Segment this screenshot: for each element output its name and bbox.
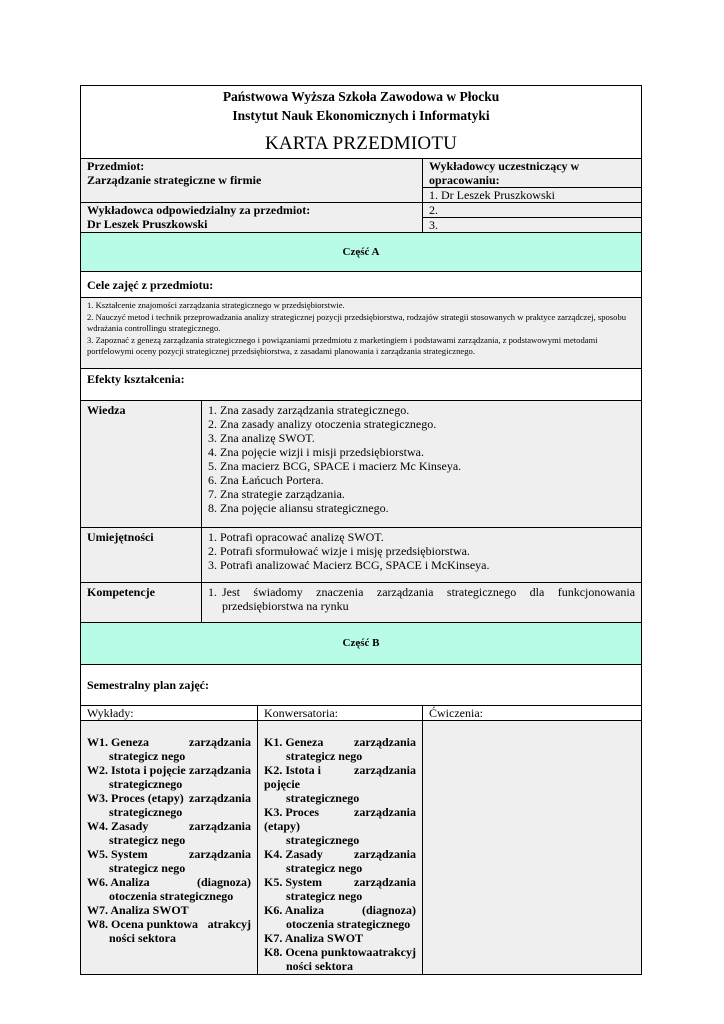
page-title: KARTA PRZEDMIOTU (264, 133, 458, 154)
plan-label: Semestralny plan zajęć: (81, 664, 642, 705)
competence-text: Jest świadomy znaczenia zarządzania strategicznego dla funkcjonowania przedsiębiorstwa na rynku (222, 584, 636, 613)
course-card (80, 85, 641, 975)
knowledge-label: Wiedza (81, 400, 202, 527)
lecture-item: W7. Analiza SWOT (87, 902, 189, 917)
skills-item: 3. Potrafi analizować Macierz BCG, SPACE i McKinseya. (208, 557, 490, 572)
competence-label: Kompetencje (81, 582, 202, 622)
co-lecturer-1: 1. Dr Leszek Pruszkowski (423, 188, 642, 203)
conversatory-item: K1. Geneza zarządzania strategicz nego (264, 734, 416, 763)
part-b-heading: Część B (81, 622, 642, 664)
lecture-item: W8. Ocena punktowa atrakcyj ności sektora (87, 916, 251, 945)
document-header (81, 86, 642, 159)
lecture-item: W4. Zasady zarządzania strategicz nego (87, 818, 251, 847)
knowledge-item: 6. Zna Łańcuch Portera. (208, 472, 324, 487)
knowledge-list (202, 400, 642, 527)
lecture-item: W3. Proces (etapy) zarządzania strategicznego (87, 790, 251, 819)
subject-name: Zarządzanie strategiczne w firmie (87, 173, 262, 187)
exercises-header: Ćwiczenia: (423, 705, 642, 720)
goal-item: 1. Kształcenie znajomości zarządzania strategicznego w przedsiębiorstwie. (87, 300, 345, 310)
lecture-item: W6. Analiza (diagnoza) otoczenia strategicznego (87, 874, 251, 903)
skills-item: 1. Potrafi opracować analizę SWOT. (208, 529, 384, 544)
effects-label: Efekty kształcenia: (81, 368, 642, 400)
competence-number: 1. (208, 584, 217, 599)
lectures-header: Wykłady: (81, 705, 258, 720)
skills-item: 2. Potrafi sformułować wizje i misję przedsiębiorstwa. (208, 543, 470, 558)
knowledge-item: 2. Zna zasady analizy otoczenia strategicznego. (208, 416, 437, 431)
conversatory-item: K8. Ocena punktowa atrakcyj ności sektora (264, 944, 416, 973)
goal-item: 2. Nauczyć metod i technik przeprowadzania analizy strategicznej pozycji przedsiębiorstwa, rodzajów strategii stosowanych w praktyce zarządczej, sposobu wdrażania controllingu strategicznego. (87, 311, 627, 334)
conversatory-item: K7. Analiza SWOT (264, 930, 364, 945)
conversatory-item: K4. Zasady zarządzania strategicz nego (264, 846, 416, 875)
exercises-list (423, 720, 642, 974)
conversatories-header: Konwersatoria: (258, 705, 423, 720)
goals-list (81, 298, 642, 369)
competence-cell (202, 582, 642, 622)
lecturer-name: Dr Leszek Pruszkowski (87, 217, 208, 231)
part-a-heading: Część A (81, 233, 642, 272)
knowledge-item: 1. Zna zasady zarządzania strategicznego. (208, 402, 410, 417)
knowledge-item: 5. Zna macierz BCG, SPACE i macierz Mc Kinseya. (208, 458, 462, 473)
knowledge-item: 4. Zna pojęcie wizji i misji przedsiębiorstwa. (208, 444, 424, 459)
goals-label: Cele zajęć z przedmiotu: (81, 272, 642, 298)
lecture-item: W1. Geneza zarządzania strategicz nego (87, 734, 251, 763)
conversatories-list (258, 720, 423, 974)
skills-list (202, 527, 642, 582)
conversatory-item: K5. System zarządzania strategicz nego (264, 874, 416, 903)
conversatory-item: K2. Istota i pojęcie zarządzania strategicznego (264, 762, 416, 805)
lecturer-cell (81, 203, 423, 233)
conversatory-item: K3. Proces (etapy) zarządzania strategicznego (264, 804, 416, 847)
knowledge-item: 7. Zna strategie zarządzania. (208, 486, 345, 501)
subject-label: Przedmiot: (87, 159, 145, 173)
course-card-table (80, 85, 642, 975)
co-lecturers-label: Wykładowcy uczestniczący w opracowaniu: (423, 159, 642, 188)
lecture-item: W2. Istota i pojęcie zarządzania strategicznego (87, 762, 251, 791)
institute-name: Instytut Nauk Ekonomicznych i Informatyki (232, 108, 490, 123)
lecturer-label: Wykładowca odpowiedzialny za przedmiot: (87, 203, 311, 217)
co-lecturer-3: 3. (423, 218, 642, 233)
lecture-item: W5. System zarządzania strategicz nego (87, 846, 251, 875)
lectures-list (81, 720, 258, 974)
knowledge-item: 3. Zna analizę SWOT. (208, 430, 315, 445)
school-name: Państwowa Wyższa Szkoła Zawodowa w Płocku (222, 89, 500, 104)
knowledge-item: 8. Zna pojęcie aliansu strategicznego. (208, 500, 389, 515)
conversatory-item: K6. Analiza (diagnoza) otoczenia strategicznego (264, 902, 416, 931)
goal-item: 3. Zapoznać z genezą zarządzania strategicznego i powiązaniami przedmiotu z marketingiem i podstawami zarządzania, z podstawowymi metodami portfelowymi oceny pozycji strategicznej przedsiębiorstwa, z zasadami planowania i zarządzania strategicznego. (87, 334, 598, 357)
subject-cell (81, 159, 423, 203)
co-lecturer-2: 2. (423, 203, 642, 218)
skills-label: Umiejętności (81, 527, 202, 582)
